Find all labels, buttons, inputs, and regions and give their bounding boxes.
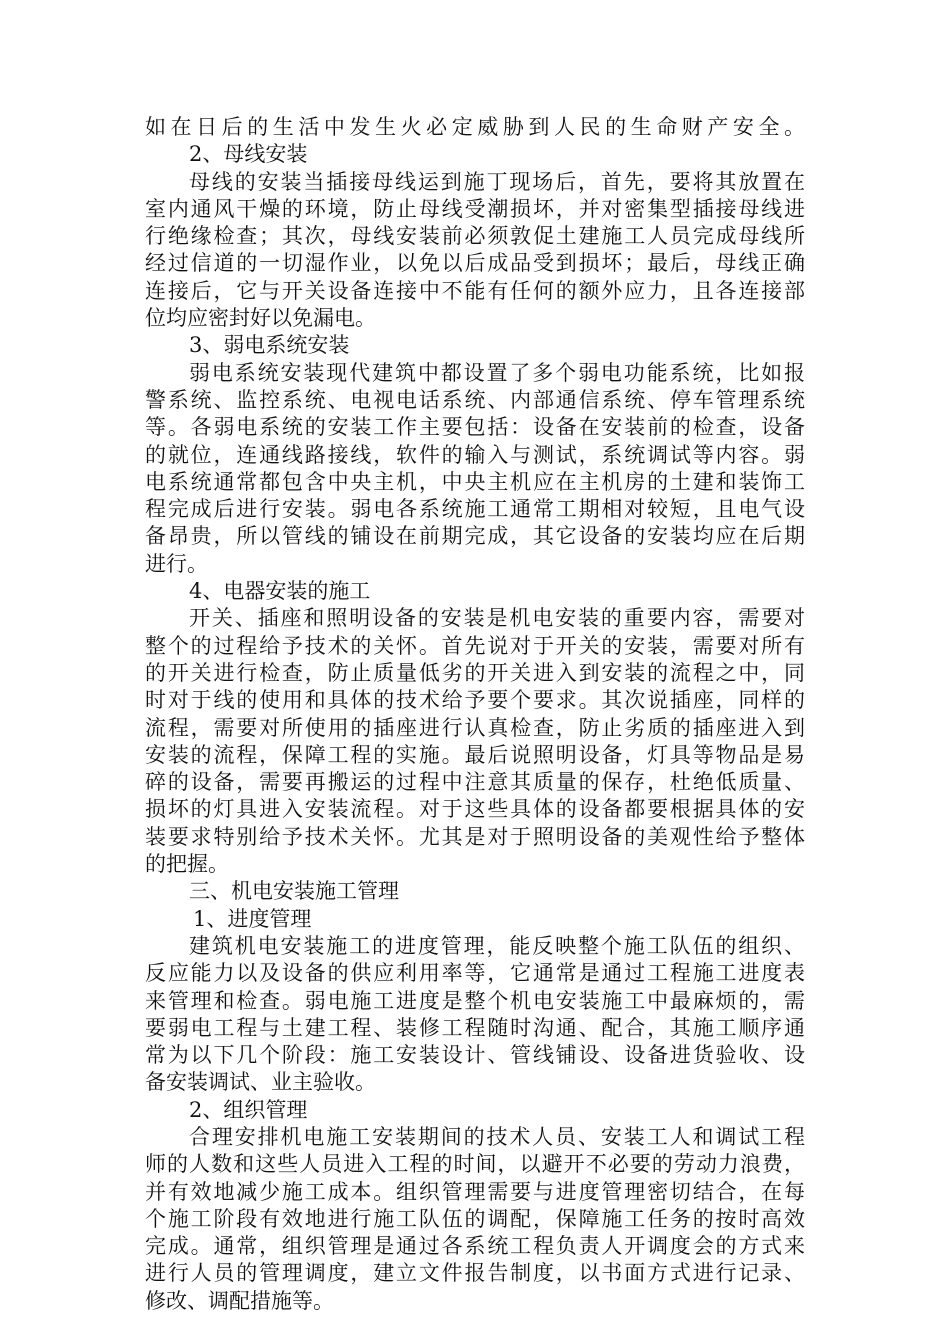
paragraph-line: 电系统通常都包含中央主机，中央主机应在主机房的土建和装饰工 bbox=[145, 469, 805, 494]
paragraph-line: 连接后，它与开关设备连接中不能有任何的额外应力，且各连接部 bbox=[145, 278, 805, 303]
paragraph-line: 个施工阶段有效地进行施工队伍的调配，保障施工任务的按时高效 bbox=[145, 1206, 805, 1231]
paragraph-line: 母线的安装当插接母线运到施丁现场后，首先，要将其放置在 bbox=[189, 169, 805, 194]
paragraph-line: 建筑机电安装施工的进度管理，能反映整个施工队伍的组织、 bbox=[189, 933, 805, 958]
paragraph-line: 的把握。 bbox=[145, 852, 229, 877]
paragraph-line: 经过信道的一切湿作业，以免以后成品受到损坏；最后，母线正确 bbox=[145, 251, 805, 276]
paragraph-line: 进行人员的管理调度，建立文件报告制度，以书面方式进行记录、 bbox=[145, 1261, 805, 1286]
paragraph-line: 警系统、监控系统、电视电话系统、内部通信系统、停车管理系统 bbox=[145, 387, 805, 412]
paragraph-line: 常为以下几个阶段：施工安装设计、管线铺设、设备进货验收、设 bbox=[145, 1043, 805, 1068]
section-heading: 2、母线安装 bbox=[189, 142, 308, 167]
paragraph-line: 备昂贵，所以管线的铺设在前期完成，其它设备的安装均应在后期 bbox=[145, 524, 805, 549]
paragraph-line: 行绝缘检查；其次，母线安装前必须敦促土建施工人员完成母线所 bbox=[145, 224, 805, 249]
paragraph-line: 安装的流程，保障工程的实施。最后说照明设备，灯具等物品是易 bbox=[145, 742, 805, 767]
paragraph-line: 反应能力以及设备的供应利用率等，它通常是通过工程施工进度表 bbox=[145, 961, 805, 986]
paragraph-line: 弱电系统安装现代建筑中都设置了多个弱电功能系统，比如报 bbox=[189, 360, 805, 385]
paragraph-line: 整个的过程给予技术的关怀。首先说对于开关的安装，需要对所有 bbox=[145, 633, 805, 658]
section-heading: 2、组织管理 bbox=[189, 1097, 308, 1122]
paragraph-line: 等。各弱电系统的安装工作主要包括：设备在安装前的检查，设备 bbox=[145, 415, 805, 440]
paragraph-line: 的就位，连通线路接线，软件的输入与测试，系统调试等内容。弱 bbox=[145, 442, 805, 467]
paragraph-line: 如在日后的生活中发生火必定威胁到人民的生命财产安全。 bbox=[145, 115, 805, 139]
paragraph-line: 要弱电工程与土建工程、装修工程随时沟通、配合，其施工顺序通 bbox=[145, 1015, 805, 1040]
paragraph-line: 损坏的灯具进入安装流程。对于这些具体的设备都要根据具体的安 bbox=[145, 797, 805, 822]
document-body bbox=[145, 114, 805, 1315]
paragraph-line: 位均应密封好以免漏电。 bbox=[145, 306, 376, 331]
paragraph-line: 室内通风干燥的环境，防止母线受潮损坏，并对密集型插接母线进 bbox=[145, 196, 805, 221]
paragraph-line: 程完成后进行安装。弱电各系统施工通常工期相对较短，且电气设 bbox=[145, 497, 805, 522]
section-heading: 1、进度管理 bbox=[193, 906, 312, 931]
paragraph-line: 装要求特别给予技术关怀。尤其是对于照明设备的美观性给予整体 bbox=[145, 824, 805, 849]
paragraph-line: 来管理和检查。弱电施工进度是整个机电安装施工中最麻烦的，需 bbox=[145, 988, 805, 1013]
section-heading: 4、电器安装的施工 bbox=[189, 579, 371, 604]
section-heading: 3、弱电系统安装 bbox=[189, 333, 350, 358]
paragraph-line: 的开关进行检查，防止质量低劣的开关进入到安装的流程之中，同 bbox=[145, 660, 805, 685]
paragraph-line: 开关、插座和照明设备的安装是机电安装的重要内容，需要对 bbox=[189, 606, 805, 631]
paragraph-line: 完成。通常，组织管理是通过各系统工程负责人开调度会的方式来 bbox=[145, 1234, 805, 1259]
paragraph-line: 修改、调配措施等。 bbox=[145, 1288, 334, 1313]
paragraph-line: 并有效地减少施工成本。组织管理需要与进度管理密切结合，在每 bbox=[145, 1179, 805, 1204]
paragraph-line: 备安装调试、业主验收。 bbox=[145, 1070, 376, 1095]
section-heading: 三、机电安装施工管理 bbox=[189, 879, 399, 904]
paragraph-line: 流程，需要对所使用的插座进行认真检查，防止劣质的插座进入到 bbox=[145, 715, 805, 740]
paragraph-line: 进行。 bbox=[145, 551, 208, 576]
paragraph-line: 时对于线的使用和具体的技术给予要个要求。其次说插座，同样的 bbox=[145, 688, 805, 713]
paragraph-line: 碎的设备，需要再搬运的过程中注意其质量的保存，杜绝低质量、 bbox=[145, 770, 805, 795]
paragraph-line: 合理安排机电施工安装期间的技术人员、安装工人和调试工程 bbox=[189, 1124, 805, 1149]
paragraph-line: 师的人数和这些人员进入工程的时间，以避开不必要的劳动力浪费， bbox=[145, 1152, 805, 1177]
